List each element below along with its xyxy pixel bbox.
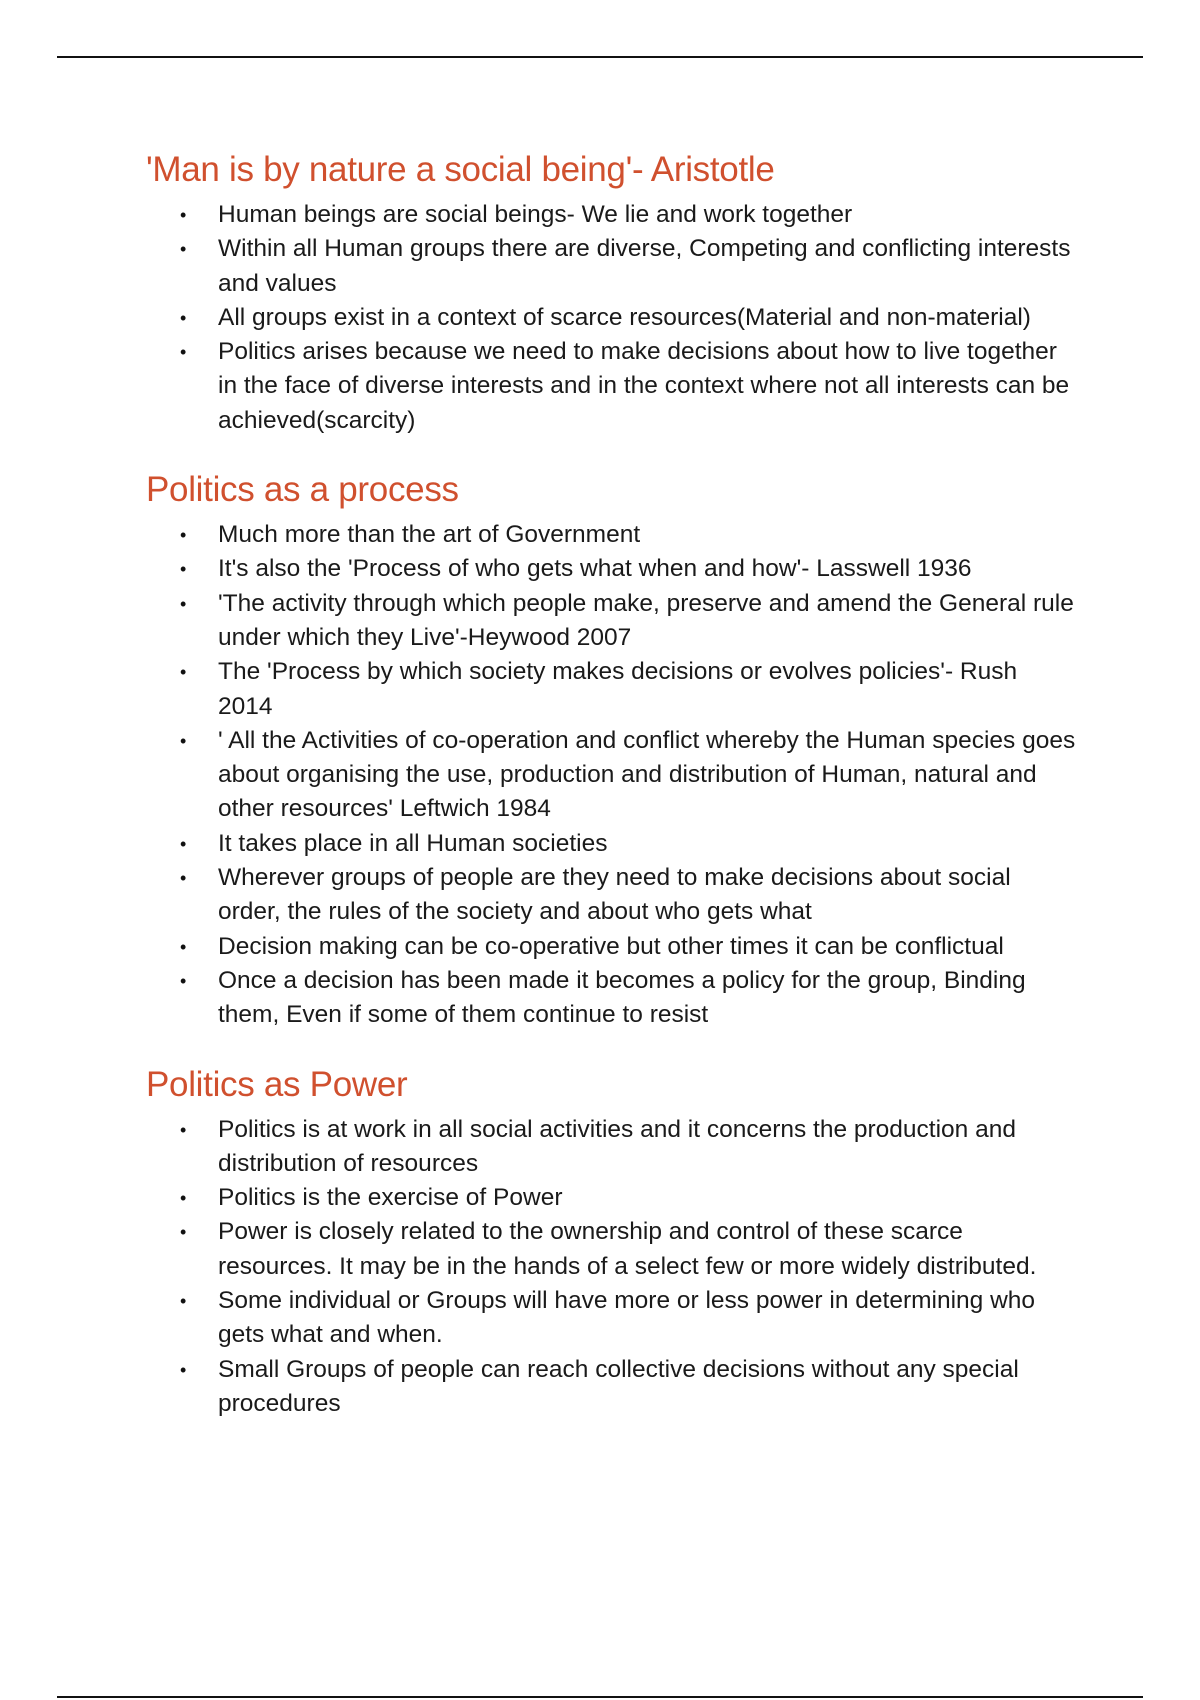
bullet-list (146, 518, 1076, 1032)
bullet-item: • Within all Human groups there are diverse, Competing and conflicting interests and values (146, 232, 1076, 301)
section-heading: Politics as a process (146, 470, 459, 510)
bullet-item: • Power is closely related to the ownership and control of these scarce resources. It may be in the hands of a select few or more widely distributed. (146, 1215, 1076, 1284)
bullet-item: • ' All the Activities of co-operation and conflict whereby the Human species goes about organising the use, production and distribution of Human, natural and other resources' Leftwich 1984 (146, 724, 1076, 827)
bullet-item: • Human beings are social beings- We lie and work together (146, 198, 1076, 232)
top-divider (57, 56, 1143, 58)
bullet-list (146, 1113, 1076, 1422)
bullet-item: • It takes place in all Human societies (146, 827, 1076, 861)
bullet-item: • Small Groups of people can reach collective decisions without any special procedures (146, 1353, 1076, 1422)
bullet-item: • Politics is the exercise of Power (146, 1181, 1076, 1215)
bullet-item: • Decision making can be co-operative but other times it can be conflictual (146, 930, 1076, 964)
section-aristotle (146, 146, 1076, 438)
bullet-item: • The 'Process by which society makes decisions or evolves policies'- Rush 2014 (146, 655, 1076, 724)
bullet-list (146, 198, 1076, 438)
bullet-item: • Politics is at work in all social activities and it concerns the production and distribution of resources (146, 1113, 1076, 1182)
bullet-item: • Some individual or Groups will have more or less power in determining who gets what and when. (146, 1284, 1076, 1353)
section-politics-power (146, 1061, 1076, 1422)
bullet-item: • Once a decision has been made it becomes a policy for the group, Binding them, Even if some of them continue to resist (146, 964, 1076, 1033)
bullet-item: • Politics arises because we need to make decisions about how to live together in the face of diverse interests and in the context where not all interests can be achieved(scarcity) (146, 335, 1076, 438)
document-body (146, 146, 1076, 1421)
bullet-item: • Wherever groups of people are they need to make decisions about social order, the rules of the society and about who gets what (146, 861, 1076, 930)
bullet-item: • Much more than the art of Government (146, 518, 1076, 552)
section-heading: 'Man is by nature a social being'- Aristotle (146, 150, 775, 189)
section-politics-process (146, 466, 1076, 1032)
bullet-item: • All groups exist in a context of scarce resources(Material and non-material) (146, 301, 1076, 335)
bullet-item: • It's also the 'Process of who gets what when and how'- Lasswell 1936 (146, 552, 1076, 586)
bottom-divider (57, 1696, 1143, 1698)
section-heading: Politics as Power (146, 1064, 408, 1104)
bullet-item: • 'The activity through which people make, preserve and amend the General rule under which they Live'-Heywood 2007 (146, 587, 1076, 656)
